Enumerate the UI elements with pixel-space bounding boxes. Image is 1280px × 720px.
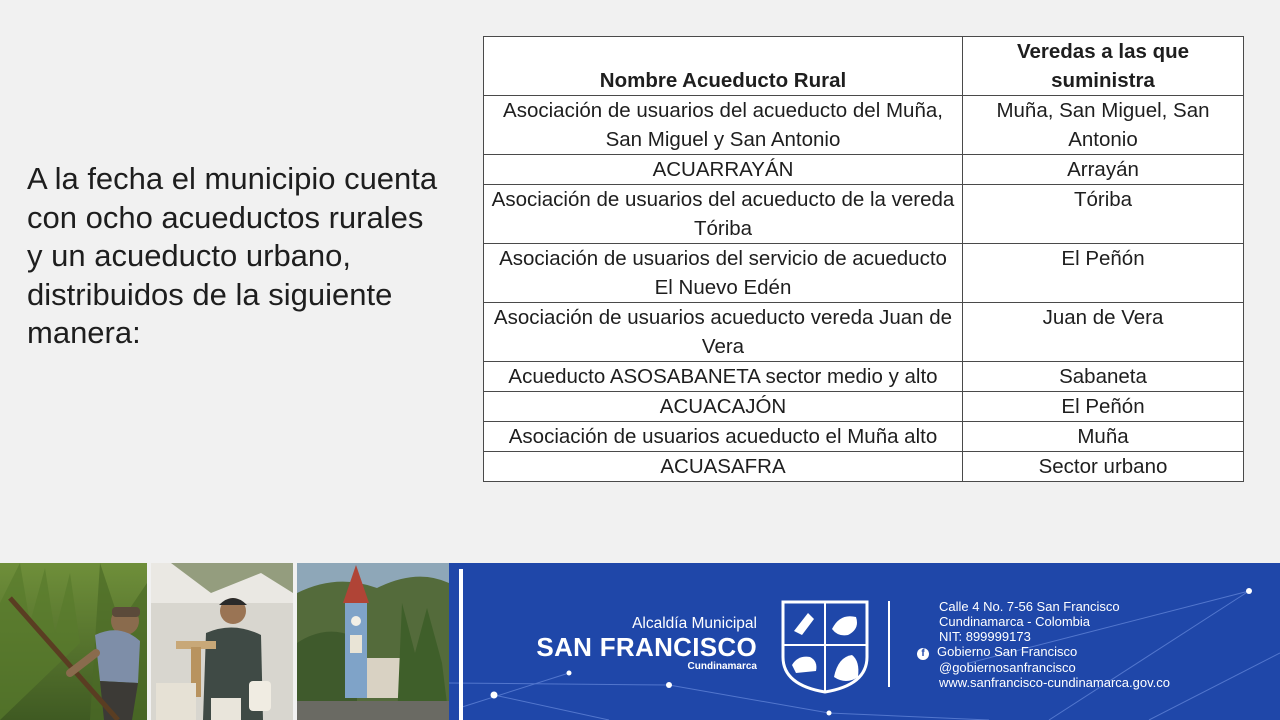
aqueduct-name-cell: ACUASAFRA bbox=[484, 452, 963, 482]
facebook-icon: f bbox=[917, 648, 929, 660]
vereda-cell: Muña, San Miguel, San Antonio bbox=[963, 96, 1244, 155]
table-row bbox=[484, 244, 1244, 303]
farmer-photo bbox=[0, 563, 147, 720]
vereda-cell: Muña bbox=[963, 422, 1244, 452]
aqueduct-name-cell: Asociación de usuarios acueducto vereda Juan de Vera bbox=[484, 303, 963, 362]
market-photo bbox=[151, 563, 293, 720]
aqueduct-name-cell: Acueducto ASOSABANETA sector medio y alto bbox=[484, 362, 963, 392]
vereda-cell: Arrayán bbox=[963, 155, 1244, 185]
table-row bbox=[484, 185, 1244, 244]
table-row bbox=[484, 452, 1244, 482]
table-row bbox=[484, 155, 1244, 185]
intro-line: distribuidos de la siguiente bbox=[27, 276, 393, 312]
table-row bbox=[484, 392, 1244, 422]
brand-sub: Cundinamarca bbox=[687, 661, 757, 672]
vereda-cell: Tóriba bbox=[963, 185, 1244, 244]
vereda-cell: Sector urbano bbox=[963, 452, 1244, 482]
table-row bbox=[484, 303, 1244, 362]
brand-top: Alcaldía Municipal bbox=[632, 615, 757, 632]
website-link[interactable]: www.sanfrancisco-cundinamarca.gov.co bbox=[939, 675, 1170, 690]
contact-info bbox=[921, 599, 1170, 690]
brand-name: SAN FRANCISCO bbox=[536, 632, 757, 662]
intro-paragraph bbox=[27, 160, 455, 353]
handle-line: @gobiernosanfrancisco bbox=[939, 660, 1076, 675]
coat-of-arms-icon bbox=[780, 599, 870, 695]
intro-line: A la fecha el municipio cuenta bbox=[27, 161, 438, 196]
banner-divider bbox=[459, 569, 463, 720]
municipality-banner bbox=[449, 563, 1280, 720]
church-photo bbox=[297, 563, 449, 720]
footer-banner bbox=[0, 563, 1280, 720]
intro-line: y un acueducto urbano, bbox=[27, 238, 352, 273]
municipality-brand bbox=[536, 615, 757, 673]
aqueducts-table bbox=[483, 36, 1244, 482]
aqueduct-name-cell: Asociación de usuarios acueducto el Muña alto bbox=[484, 422, 963, 452]
header-aqueduct-name: Nombre Acueducto Rural bbox=[484, 37, 963, 96]
facebook-label: Gobierno San Francisco bbox=[937, 644, 1078, 659]
vereda-cell: Sabaneta bbox=[963, 362, 1244, 392]
aqueduct-name-cell: Asociación de usuarios del servicio de acueducto El Nuevo Edén bbox=[484, 244, 963, 303]
address-line-2: Cundinamarca - Colombia bbox=[939, 614, 1091, 629]
contact-separator bbox=[888, 601, 890, 687]
header-veredas: Veredas a las que suministra bbox=[963, 37, 1244, 96]
vereda-cell: El Peñón bbox=[963, 244, 1244, 303]
table-row bbox=[484, 96, 1244, 155]
table-row bbox=[484, 422, 1244, 452]
vereda-cell: Juan de Vera bbox=[963, 303, 1244, 362]
intro-line: con ocho acueductos rurales bbox=[27, 199, 424, 235]
nit-line: NIT: 899999173 bbox=[939, 629, 1031, 644]
intro-line: manera: bbox=[27, 315, 141, 350]
table-row bbox=[484, 362, 1244, 392]
facebook-line bbox=[921, 644, 1170, 660]
address-line-1: Calle 4 No. 7-56 San Francisco bbox=[939, 599, 1120, 614]
vereda-cell: El Peñón bbox=[963, 392, 1244, 422]
aqueduct-name-cell: Asociación de usuarios del acueducto del Muña, San Miguel y San Antonio bbox=[484, 96, 963, 155]
table-header-row bbox=[484, 37, 1244, 96]
aqueduct-name-cell: Asociación de usuarios del acueducto de la vereda Tóriba bbox=[484, 185, 963, 244]
aqueduct-name-cell: ACUARRAYÁN bbox=[484, 155, 963, 185]
aqueduct-name-cell: ACUACAJÓN bbox=[484, 392, 963, 422]
